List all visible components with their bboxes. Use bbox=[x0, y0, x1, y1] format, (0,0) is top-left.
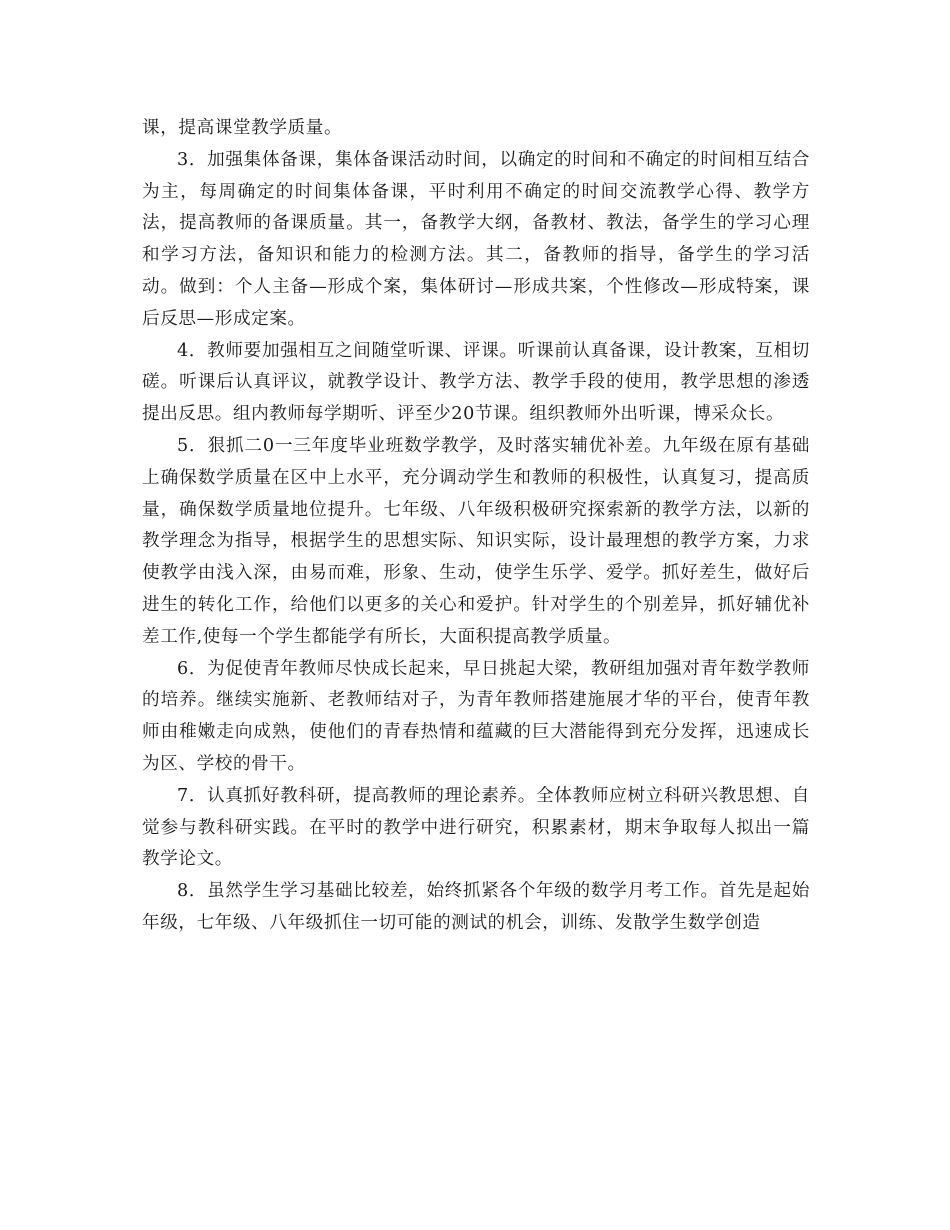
paragraph-continuation: 课，提高课堂教学质量。 bbox=[142, 118, 343, 138]
paragraph-item-6: 6．为促使青年教师尽快成长起来，早日挑起大梁，教研组加强对青年数学教师的培养。继续实施新、老教师结对子，为青年教师搭建施展才华的平台，使青年教师由稚嫩走向成熟，使他们的青春热情和蕴藏的巨大潜能得到充分发挥，迅速成长为区、学校的骨干。 bbox=[142, 658, 810, 774]
paragraph-item-8: 8．虽然学生学习基础比较差，始终抓紧各个年级的数学月考工作。首先是起始年级，七年级、八年级抓住一切可能的测试的机会，训练、发散学生数学创造 bbox=[142, 881, 810, 933]
paragraph-item-3: 3．加强集体备课，集体备课活动时间，以确定的时间和不确定的时间相互结合为主，每周确定的时间集体备课，平时利用不确定的时间交流教学心得、教学方法，提高教师的备课质量。其一，备教学大纲，备教材、教法，备学生的学习心理和学习方法，备知识和能力的检测方法。其二，备教师的指导，备学生的学习活动。做到：个人主备—形成个案，集体研讨—形成共案，个性修改—形成特案，课后反思—形成定案。 bbox=[142, 149, 810, 329]
paragraph-item-4: 4．教师要加强相互之间随堂听课、评课。听课前认真备课，设计教案，互相切磋。听课后认真评议，就教学设计、教学方法、教学手段的使用，教学思想的渗透提出反思。组内教师每学期听、评至少20节课。组织教师外出听课，博采众长。 bbox=[142, 340, 810, 425]
document-body bbox=[142, 113, 810, 940]
paragraph-item-7: 7．认真抓好教科研，提高教师的理论素养。全体教师应树立科研兴教思想、自觉参与教科研实践。在平时的教学中进行研究，积累素材，期末争取每人拟出一篇教学论文。 bbox=[142, 785, 810, 870]
paragraph-item-5: 5．狠抓二0一三年度毕业班数学教学，及时落实辅优补差。九年级在原有基础上确保数学质量在区中上水平，充分调动学生和教师的积极性，认真复习，提高质量，确保数学质量地位提升。七年级、八年级积极研究探索新的教学方法，以新的教学理念为指导，根据学生的思想实际、知识实际，设计最理想的教学方案，力求使教学由浅入深，由易而难，形象、生动，使学生乐学、爱学。抓好差生，做好后进生的转化工作，给他们以更多的关心和爱护。针对学生的个别差异，抓好辅优补差工作,使每一个学生都能学有所长，大面积提高教学质量。 bbox=[142, 435, 810, 647]
